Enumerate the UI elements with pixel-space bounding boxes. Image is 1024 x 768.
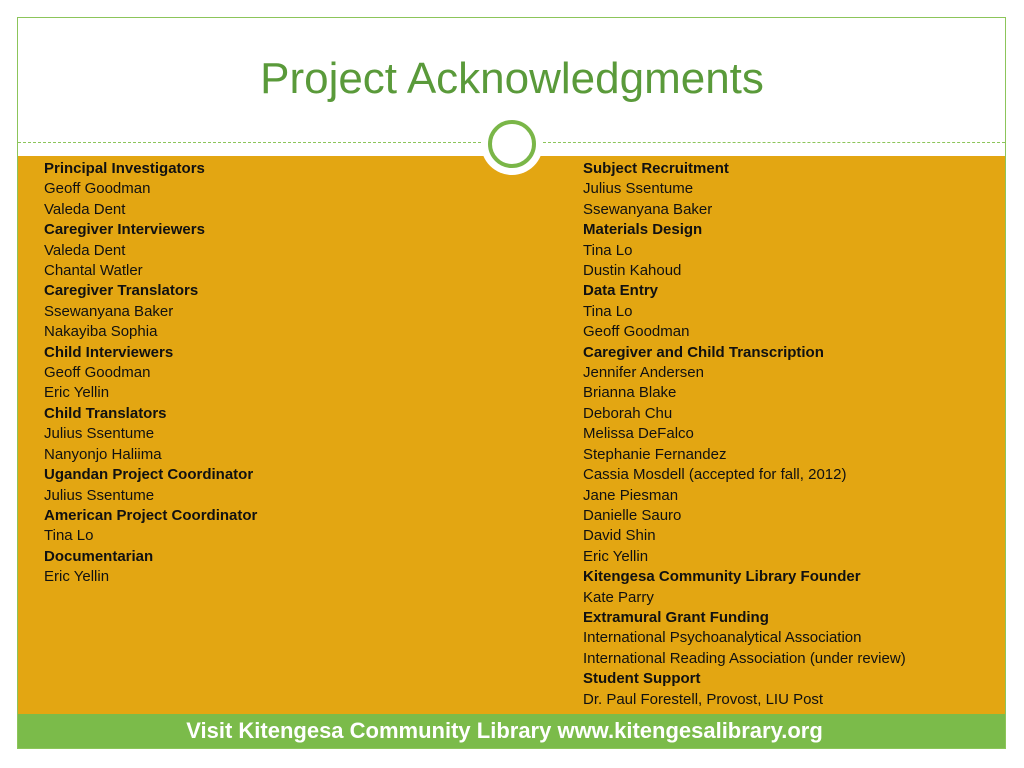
- person-name: Eric Yellin: [44, 568, 110, 586]
- role-heading: Caregiver and Child Transcription: [583, 343, 824, 361]
- person-name: Tina Lo: [44, 527, 94, 545]
- person-name: Kate Parry: [583, 588, 654, 606]
- person-name: Melissa DeFalco: [583, 425, 694, 443]
- person-name: Brianna Blake: [583, 384, 677, 402]
- title-divider-right: [543, 142, 1005, 143]
- person-name: Geoff Goodman: [44, 180, 151, 198]
- footer-bar: [18, 714, 1005, 748]
- title-divider-left: [18, 142, 481, 143]
- person-name: Ssewanyana Baker: [583, 200, 713, 218]
- role-heading: American Project Coordinator: [44, 506, 258, 524]
- role-heading: Ugandan Project Coordinator: [44, 466, 254, 484]
- person-name: Valeda Dent: [44, 241, 126, 259]
- person-name: Julius Ssentume: [44, 486, 155, 504]
- role-heading: Child Translators: [44, 404, 167, 422]
- role-heading: Principal Investigators: [44, 160, 205, 177]
- person-name: Nanyonjo Haliima: [44, 445, 162, 463]
- person-name: Deborah Chu: [583, 404, 673, 422]
- person-name: Julius Ssentume: [44, 425, 155, 443]
- person-name: Valeda Dent: [44, 200, 126, 218]
- slide-title: Project Acknowledgments: [260, 54, 764, 103]
- circle-ring-icon: [488, 120, 536, 168]
- person-name: Tina Lo: [583, 241, 633, 259]
- person-name: Geoff Goodman: [44, 364, 151, 382]
- role-heading: Documentarian: [44, 547, 154, 565]
- person-name: Ssewanyana Baker: [44, 302, 174, 320]
- role-heading: Extramural Grant Funding: [583, 608, 769, 626]
- person-name: International Reading Association (under review): [583, 649, 906, 667]
- person-name: Nakayiba Sophia: [44, 323, 158, 341]
- person-name: Tina Lo: [583, 302, 633, 320]
- role-heading: Caregiver Translators: [44, 282, 199, 300]
- person-name: Jane Piesman: [583, 486, 679, 504]
- role-heading: Kitengesa Community Library Founder: [583, 568, 861, 586]
- person-name: Cassia Mosdell (accepted for fall, 2012): [583, 466, 847, 484]
- person-name: Geoff Goodman: [583, 323, 690, 341]
- divider-ornament: [481, 113, 543, 175]
- role-heading: Student Support: [583, 670, 701, 688]
- person-name: Stephanie Fernandez: [583, 445, 727, 463]
- person-name: Jennifer Andersen: [583, 364, 704, 382]
- role-heading: Data Entry: [583, 282, 659, 300]
- acknowledgments-right-column: [583, 159, 1003, 710]
- role-heading: Subject Recruitment: [583, 160, 729, 177]
- person-name: Danielle Sauro: [583, 506, 682, 524]
- person-name: Dustin Kahoud: [583, 262, 682, 280]
- person-name: Julius Ssentume: [583, 180, 694, 198]
- acknowledgments-left-column: [44, 159, 544, 588]
- footer-link-text[interactable]: Visit Kitengesa Community Library www.kitengesalibrary.org: [186, 718, 823, 743]
- person-name: Eric Yellin: [44, 384, 110, 402]
- person-name: International Psychoanalytical Association: [583, 629, 862, 647]
- person-name: Chantal Watler: [44, 262, 143, 280]
- role-heading: Child Interviewers: [44, 343, 174, 361]
- role-heading: Caregiver Interviewers: [44, 221, 205, 239]
- person-name: David Shin: [583, 527, 656, 545]
- role-heading: Materials Design: [583, 221, 703, 239]
- person-name: Eric Yellin: [583, 547, 649, 565]
- person-name: Dr. Paul Forestell, Provost, LIU Post: [583, 690, 824, 708]
